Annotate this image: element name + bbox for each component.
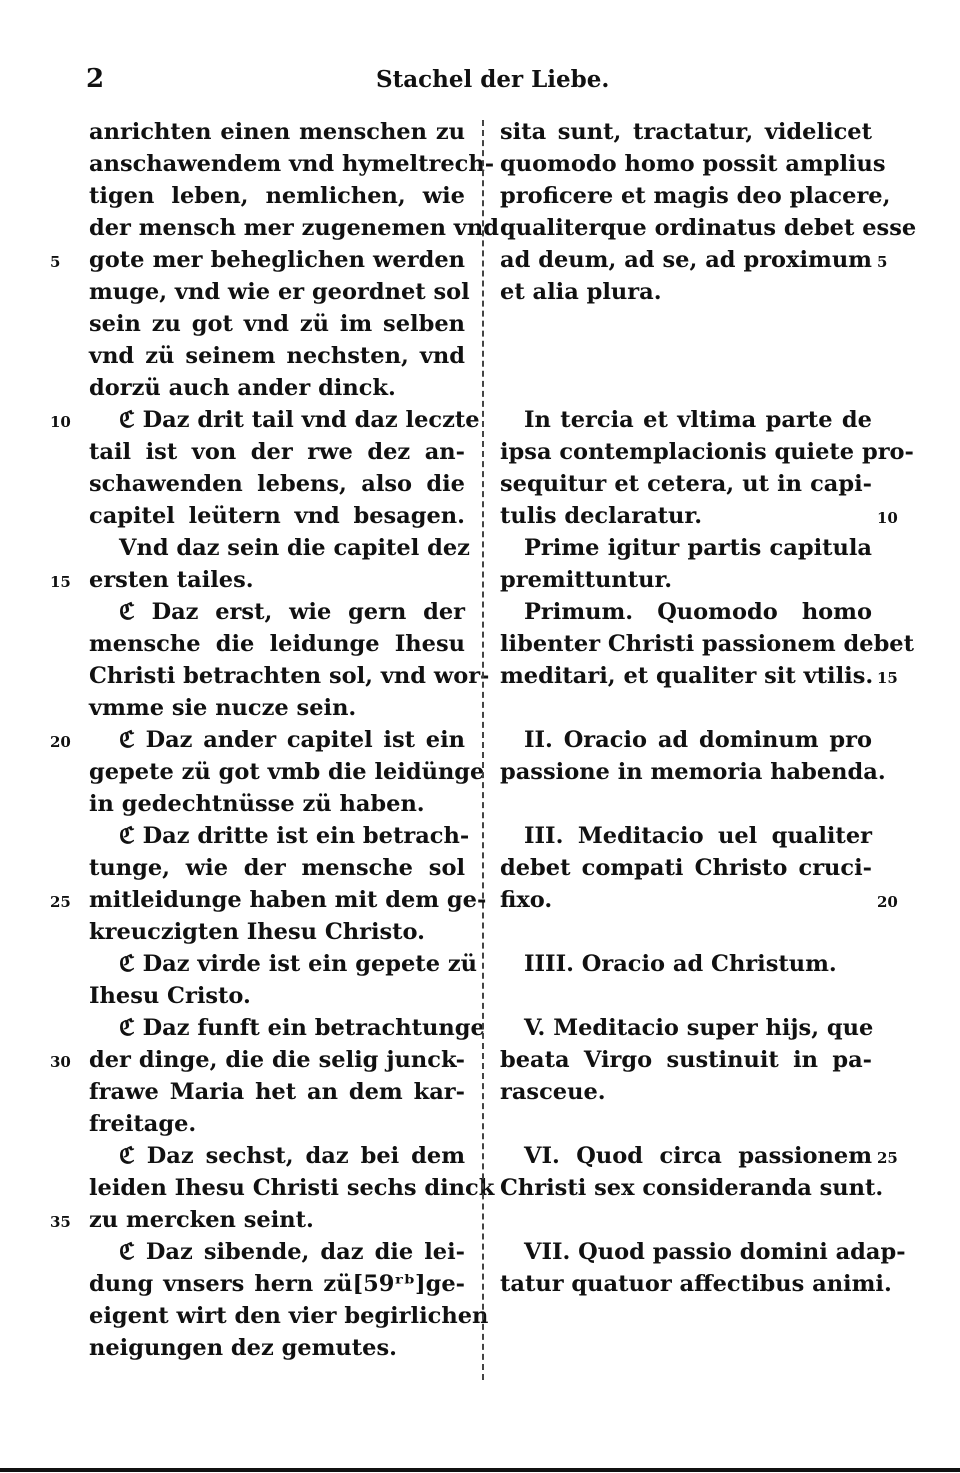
german-text-line: leiden Ihesu Christi sechs dinck — [89, 1175, 495, 1201]
german-text-line: in gedechtnüsse zü haben. — [89, 791, 425, 817]
german-text-line: dung vnsers hern zü[59ʳᵇ]ge- — [89, 1271, 465, 1297]
latin-text-line: ad deum, ad se, ad proximum — [500, 247, 872, 273]
latin-text-line — [500, 1108, 872, 1140]
german-text-line: ersten tailes. — [89, 567, 254, 593]
german-text-line: frawe Maria het an dem kar- — [89, 1079, 465, 1105]
line-number-left: 15 — [50, 573, 71, 591]
german-text-line: kreuczigten Ihesu Christo. — [89, 919, 426, 945]
latin-text-line: et alia plura. — [500, 279, 662, 305]
line-number-right: 10 — [877, 509, 898, 527]
latin-text-line: Prime igitur partis capitula — [524, 535, 872, 561]
latin-text-line: III. Meditacio uel qualiter — [524, 823, 872, 849]
column-divider — [482, 120, 484, 1380]
german-text-line: ℭ Daz funft ein betrachtunge — [119, 1015, 485, 1041]
german-text-line: neigungen dez gemutes. — [89, 1335, 397, 1361]
latin-text-line: beata Virgo sustinuit in pa- — [500, 1047, 872, 1073]
german-text-line: der mensch mer zugenemen vnd — [89, 215, 499, 241]
line-number-left: 5 — [50, 253, 61, 271]
latin-text-line: debet compati Christo cruci- — [500, 855, 872, 881]
latin-text-line: sita sunt, tractatur, videlicet — [500, 119, 872, 145]
line-number-left: 30 — [50, 1053, 71, 1071]
latin-text-line: Primum. Quomodo homo — [524, 599, 872, 625]
german-text-line: mitleidunge haben mit dem ge- — [89, 887, 487, 913]
german-text-line: ℭ Daz sechst, daz bei dem — [119, 1143, 465, 1169]
latin-text-line — [500, 788, 872, 820]
latin-text-line — [500, 340, 872, 372]
latin-text-line: rasceue. — [500, 1079, 606, 1105]
latin-text-line — [500, 308, 872, 340]
latin-text-line: qualiterque ordinatus debet esse — [500, 215, 917, 241]
bottom-edge-rule — [0, 1468, 960, 1472]
german-text-line: ℭ Daz virde ist ein gepete zü — [119, 951, 477, 977]
latin-text-line: proficere et magis deo placere, — [500, 183, 891, 209]
line-number-left: 25 — [50, 893, 71, 911]
latin-text-line — [500, 372, 872, 404]
german-text-line: sein zu got vnd zü im selben — [89, 311, 465, 337]
latin-text-line: ipsa contemplacionis quiete pro- — [500, 439, 914, 465]
latin-text-line — [500, 692, 872, 724]
german-text-line: ℭ Daz erst, wie gern der — [119, 599, 465, 625]
german-text-line: ℭ Daz ander capitel ist ein — [119, 727, 465, 753]
latin-text-line: In tercia et vltima parte de — [524, 407, 872, 433]
german-text-line: muge, vnd wie er geordnet sol — [89, 279, 470, 305]
german-text-line: mensche die leidunge Ihesu — [89, 631, 465, 657]
latin-text-line — [500, 1204, 872, 1236]
latin-text-line — [500, 980, 872, 1012]
german-text-line: tail ist von der rwe dez an- — [89, 439, 465, 465]
latin-text-line: fixo. — [500, 887, 553, 913]
latin-text-line: VI. Quod circa passionem — [524, 1143, 872, 1169]
line-number-right: 25 — [877, 1149, 898, 1167]
latin-text-line: V. Meditacio super hijs, que — [524, 1015, 874, 1041]
german-text-line: dorzü auch ander dinck. — [89, 375, 396, 401]
german-text-line: vnd zü seinem nechsten, vnd — [89, 343, 465, 369]
page-number: 2 — [86, 64, 105, 94]
latin-text-line: tulis declaratur. — [500, 503, 703, 529]
line-number-right: 20 — [877, 893, 898, 911]
german-text-line: zu mercken seint. — [89, 1207, 314, 1233]
german-text-line: anrichten einen menschen zu — [89, 119, 465, 145]
left-column-german — [89, 116, 499, 1364]
running-head: Stachel der Liebe. — [376, 66, 610, 93]
german-text-line: schawenden lebens, also die — [89, 471, 465, 497]
line-number-right: 15 — [877, 669, 898, 687]
latin-text-line: IIII. Oracio ad Christum. — [524, 951, 837, 977]
german-text-line: vmme sie nucze sein. — [89, 695, 357, 721]
latin-text-line: VII. Quod passio domini adap- — [524, 1239, 906, 1265]
latin-text-line: tatur quatuor affectibus animi. — [500, 1271, 892, 1297]
german-text-line: ℭ Daz drit tail vnd daz leczte — [119, 407, 480, 433]
latin-text-line: Christi sex consideranda sunt. — [500, 1175, 884, 1201]
german-text-line: anschawendem vnd hymeltrech- — [89, 151, 495, 177]
latin-text-line: passione in memoria habenda. — [500, 759, 886, 785]
german-text-line: gote mer beheglichen werden — [89, 247, 465, 273]
german-text-line: Christi betrachten sol, vnd wor- — [89, 663, 490, 689]
line-number-right: 5 — [877, 253, 888, 271]
latin-text-line — [500, 916, 872, 948]
german-text-line: Vnd daz sein die capitel dez — [119, 535, 470, 561]
german-text-line: gepete zü got vmb die leidünge — [89, 759, 485, 785]
german-text-line: der dinge, die die selig junck- — [89, 1047, 465, 1073]
line-number-left: 35 — [50, 1213, 71, 1231]
line-number-left: 20 — [50, 733, 71, 751]
latin-text-line: premittuntur. — [500, 567, 673, 593]
latin-text-line: II. Oracio ad dominum pro — [524, 727, 872, 753]
german-text-line: ℭ Daz dritte ist ein betrach- — [119, 823, 470, 849]
latin-text-line: quomodo homo possit amplius — [500, 151, 886, 177]
line-number-left: 10 — [50, 413, 71, 431]
latin-text-line: meditari, et qualiter sit vtilis. — [500, 663, 874, 689]
german-text-line: freitage. — [89, 1111, 197, 1137]
german-text-line: tunge, wie der mensche sol — [89, 855, 465, 881]
german-text-line: ℭ Daz sibende, daz die lei- — [119, 1239, 465, 1265]
german-text-line: capitel leütern vnd besagen. — [89, 503, 465, 529]
german-text-line: eigent wirt den vier begirlichen — [89, 1303, 489, 1329]
german-text-line: Ihesu Cristo. — [89, 983, 251, 1009]
latin-text-line: sequitur et cetera, ut in capi- — [500, 471, 872, 497]
latin-text-line: libenter Christi passionem debet — [500, 631, 915, 657]
german-text-line: tigen leben, nemlichen, wie — [89, 183, 465, 209]
